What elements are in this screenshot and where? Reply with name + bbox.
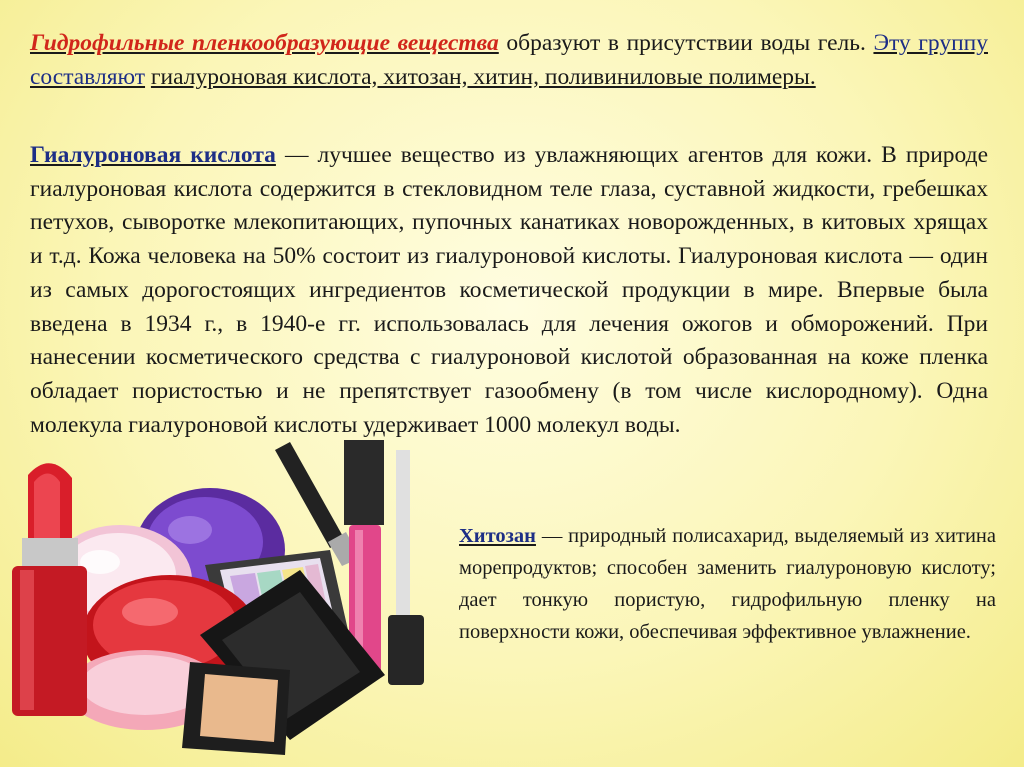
paragraph-chitosan	[459, 520, 996, 648]
para1-text: образуют в присутствии воды гель.	[498, 30, 874, 56]
lipstick-icon	[12, 463, 87, 716]
cosmetics-illustration	[0, 430, 450, 767]
term-hydrophilic-film-formers: Гидрофильные пленкообразующие вещества	[30, 30, 499, 56]
paragraph-film-forming-substances	[30, 27, 988, 94]
term-chitosan: Хитозан	[459, 525, 536, 547]
para2-text: — лучшее вещество из увлажняющих агентов для кожи. В природе гиалуроновая кислота содержится в стекловидном теле глаза, суставной жидкости, гребешках петухов, сыворотке млекопитающих, пупочных канатиках новорожденных, в китовых хрящах и т.д. Кожа человека на 50% состоит из гиалуроновой кислоты. Гиалуроновая кислота — один из самых дорогостоящих ингредиентов косметической продукции в мире. Впервые была введена в 1934 г., в 1940-е гг. использовалась для лечения ожогов и обморожений. При нанесении косметического средства с гиалуроновой кислотой образованная на коже пленка обладает пористостью и не препятствует газообмену (в том числе кислородному). Одна молекула гиалуроновой кислоты удерживает 1000 молекул воды.	[30, 142, 988, 438]
group-link[interactable]: Эту группу составляют	[30, 30, 988, 90]
group-members: гиалуроновая кислота, хитозан, хитин, поливиниловые полимеры.	[150, 63, 816, 90]
para3-text: — природный полисахарид, выделяемый из хитина морепродуктов; способен заменить гиалуроновую кислоту; дает тонкую пористую, гидрофильную пленку на поверхности кожи, обеспечивая эффективное увлажнение.	[459, 525, 996, 643]
term-hyaluronic-acid: Гиалуроновая кислота	[30, 142, 276, 168]
mascara-icon	[388, 450, 424, 685]
paragraph-hyaluronic-acid	[30, 139, 988, 442]
